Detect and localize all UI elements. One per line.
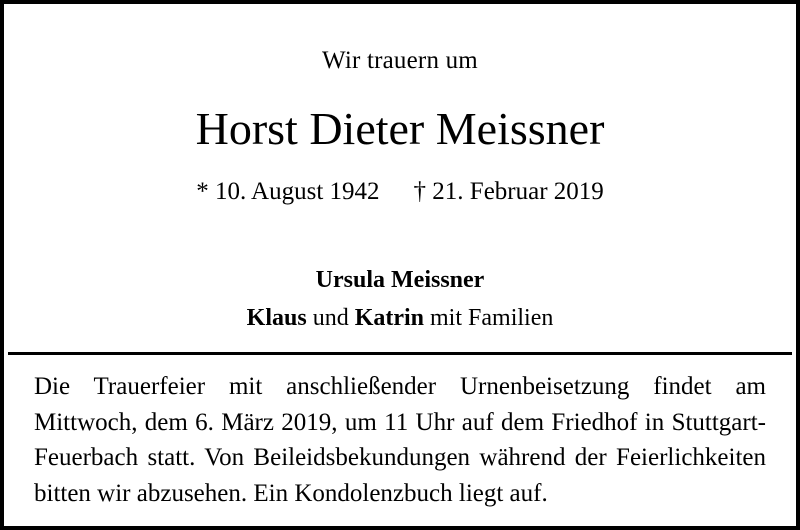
funeral-service-text: Die Trauerfeier mit anschließender Urnenbeisetzung findet am Mittwoch, dem 6. März 2019, um 11 Uhr auf dem Friedhof in Stuttgart-Feuerbach statt. Von Beileidsbekundungen während der Feierlichkeiten bitten wir abzusehen. Ein Kondolenzbuch liegt auf. bbox=[34, 373, 766, 507]
death-date: † 21. Februar 2019 bbox=[413, 177, 604, 205]
family-name-klaus: Klaus bbox=[246, 305, 307, 332]
funeral-service-notice bbox=[34, 369, 766, 511]
bereaved-family bbox=[247, 263, 554, 337]
horizontal-divider bbox=[8, 352, 792, 355]
mourning-intro-text: Wir trauern um bbox=[322, 47, 478, 74]
birth-date: * 10. August 1942 bbox=[196, 177, 380, 205]
deceased-name: Horst Dieter Meissner bbox=[195, 103, 605, 154]
life-dates bbox=[196, 177, 604, 207]
family-suffix: mit Familien bbox=[424, 305, 554, 332]
family-secondary-names bbox=[247, 301, 554, 336]
family-name-katrin: Katrin bbox=[354, 305, 425, 332]
family-conjunction: und bbox=[306, 305, 355, 332]
family-primary-name: Ursula Meissner bbox=[315, 266, 485, 293]
